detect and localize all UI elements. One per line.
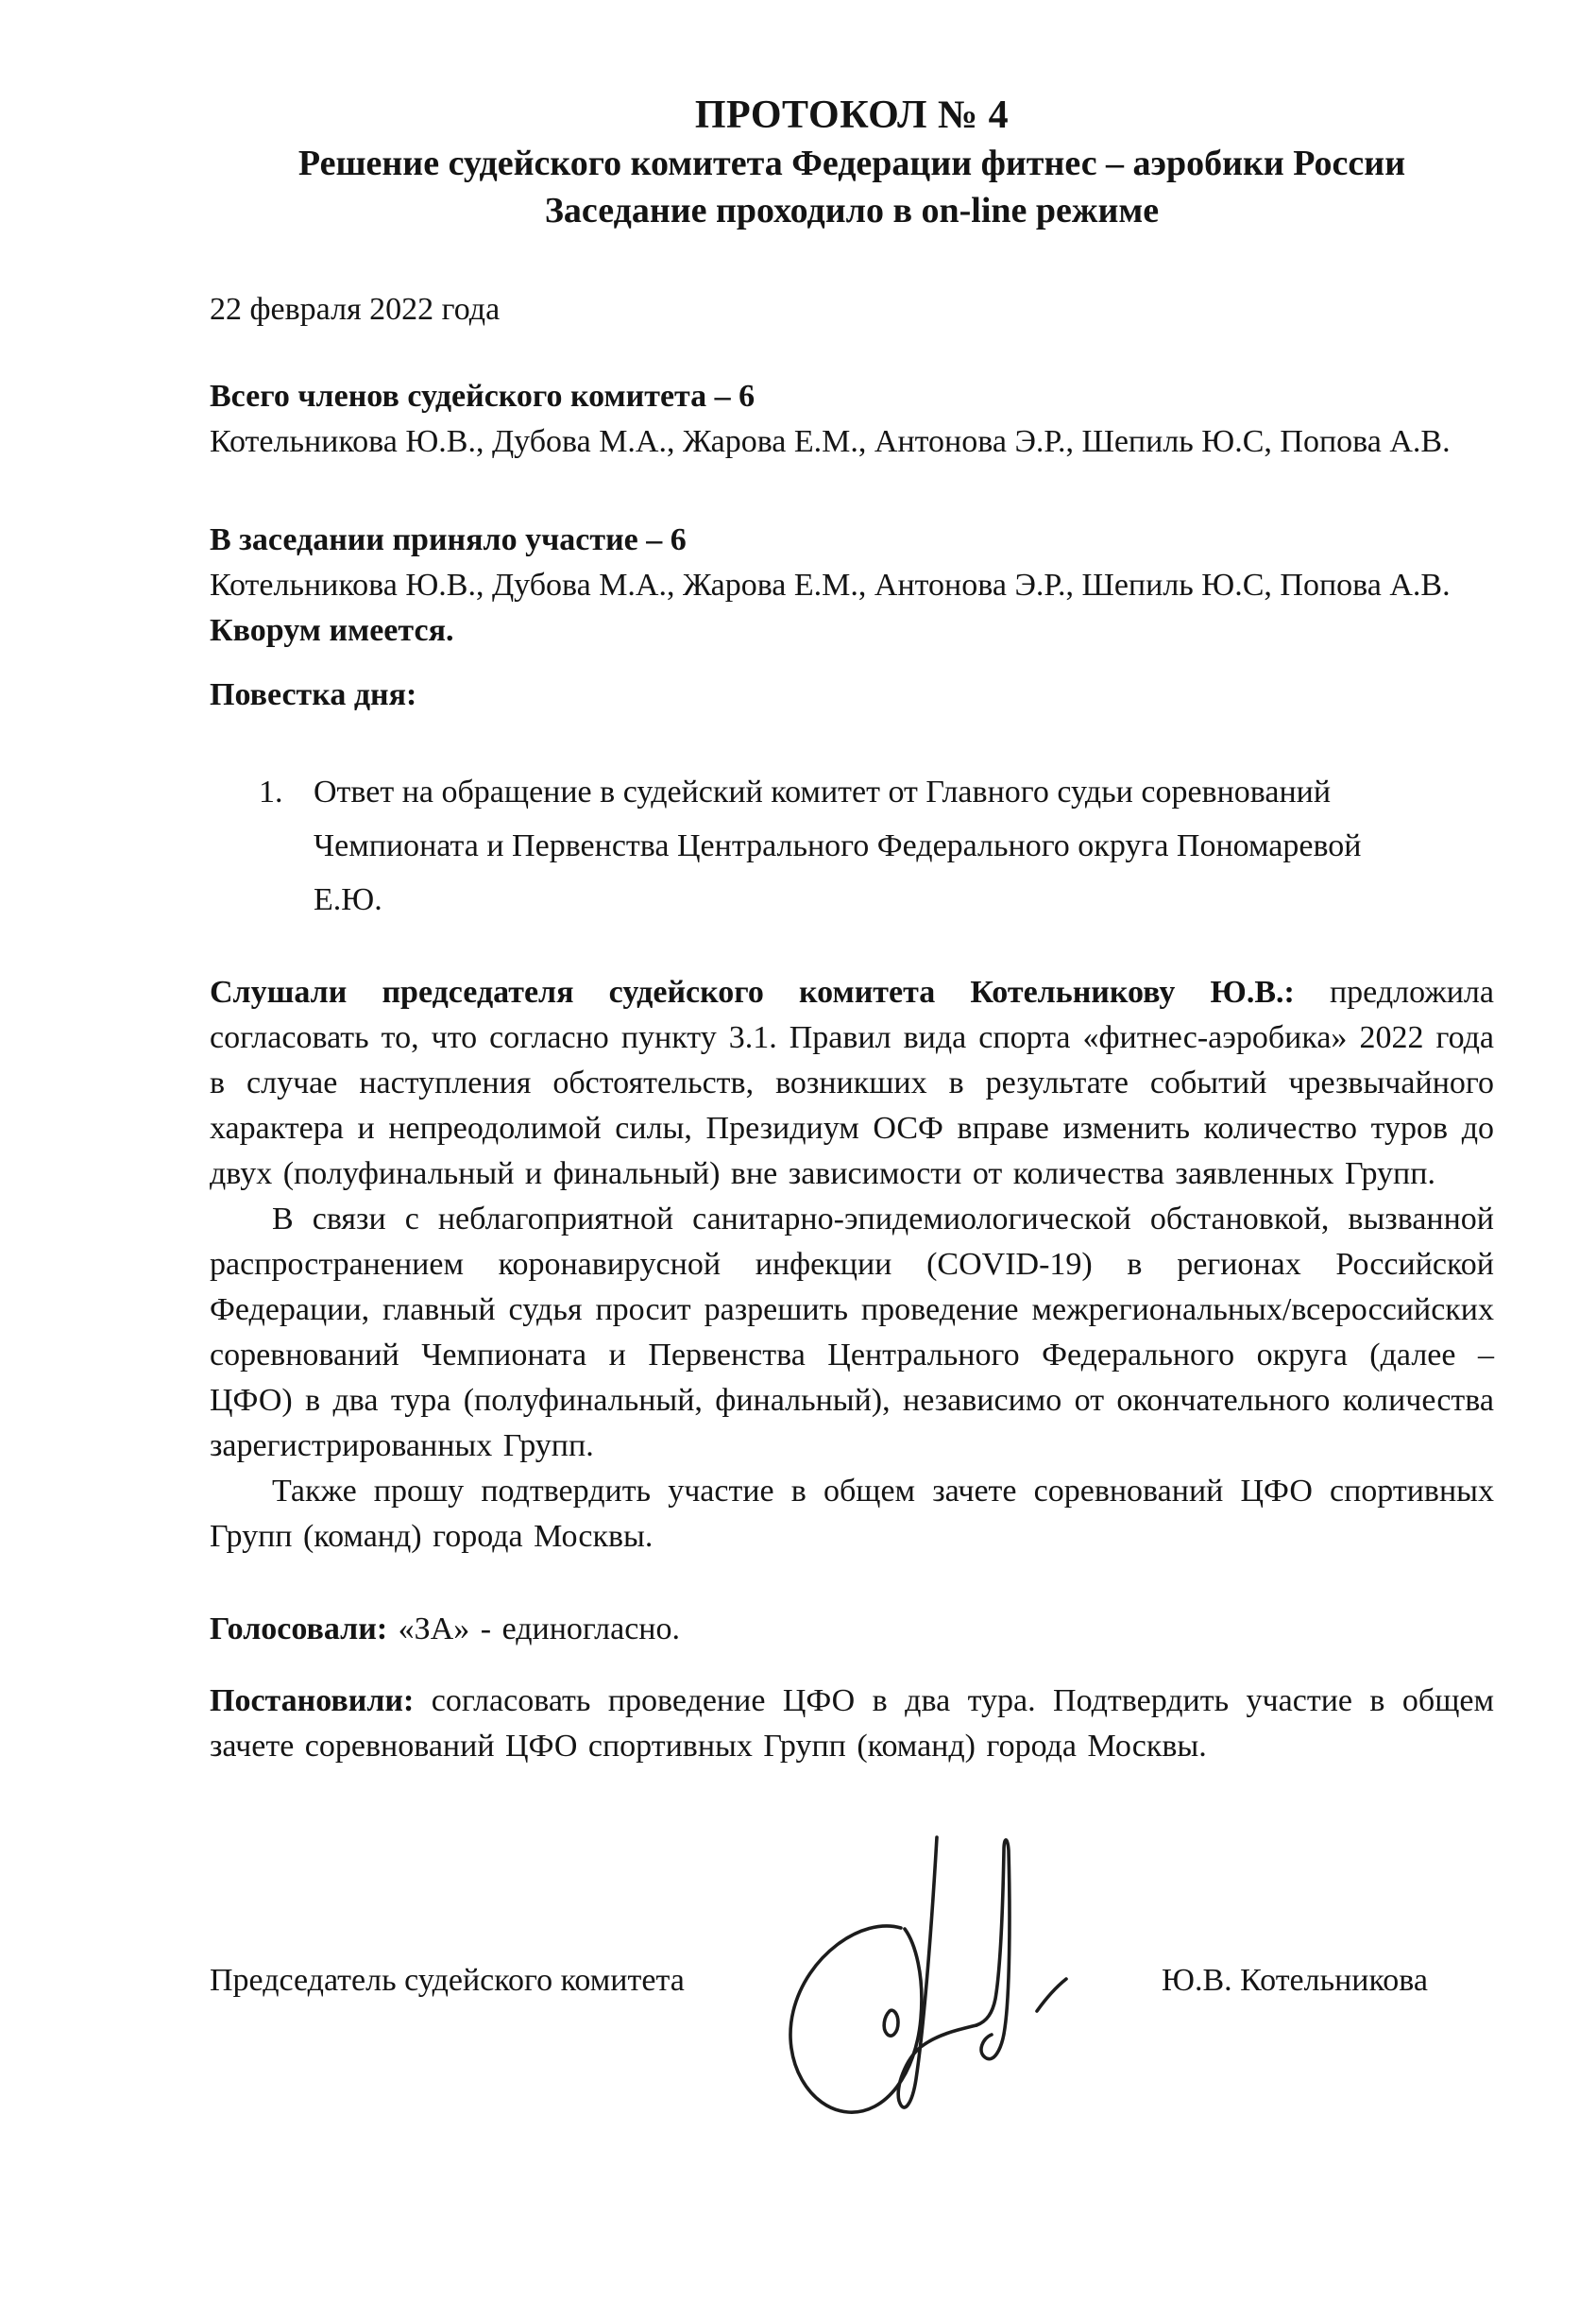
signature-role-label: Председатель судейского комитета [210,1963,685,1998]
voting-line [210,1607,1494,1652]
total-members-heading: Всего членов судейского комитета – 6 [210,379,756,414]
total-members-list: Котельникова Ю.В., Дубова М.А., Жарова Е.М., Антонова Э.Р., Шепиль Ю.С, Попова А.В. [210,424,1451,459]
hearing-paragraph-2: В связи с неблагоприятной санитарно-эпидемиологической обстановкой, вызванной распространением коронавирусной инфекции (COVID-19) в регионах Российской Федерации, главный судья просит разрешить проведение межрегиональных/всероссийских соревнований Чемпионата и Первенства Центрального Федерального округа (далее – ЦФО) в два тура (полуфинальный, финальный), независимо от окончательного количества зарегистрированных Групп. [210,1202,1494,1463]
resolution-lead: Постановили: [210,1683,415,1718]
signature-block [210,1826,1494,2147]
agenda-heading: Повестка дня: [210,677,417,712]
handwritten-signature [767,1826,1078,2138]
signature-name: Ю.В. Котельникова [1162,1963,1428,1998]
agenda-item-text: Ответ на обращение в судейский комитет от Главного судьи соревнований Чемпионата и Первенства Центрального Федерального округа Пономаревой Е.Ю. [314,775,1362,917]
present-members-heading: В заседании приняло участие – 6 [210,522,687,557]
voting-lead: Голосовали: [210,1611,388,1646]
hearing-lead: Слушали председателя судейского комитета Котельникову Ю.В.: [210,975,1295,1010]
agenda-item [210,765,1494,927]
agenda-list [210,765,1494,927]
protocol-title: ПРОТОКОЛ № 4 [694,94,1010,137]
voting-result: «ЗА» - единогласно. [387,1611,680,1646]
hearing-paragraph [210,970,1494,1197]
document-content [210,0,1494,2147]
hearing-lead-rest: предложила согласовать то, что согласно пункту 3.1. Правил вида спорта «фитнес-аэробика» 2022 года в случае наступления обстоятельств, возникших в результате событий чрезвычайного характера и непреодолимой силы, Президиум ОСФ вправе изменить количество туров до двух (полуфинальный и финальный) вне зависимости от количества заявленных Групп. [210,975,1494,1191]
protocol-date: 22 февраля 2022 года [210,292,501,327]
protocol-subtitle-line1: Решение судейского комитета Федерации фитнес – аэробики России [297,144,1406,183]
present-members-list: Котельникова Ю.В., Дубова М.А., Жарова Е.М., Антонова Э.Р., Шепиль Ю.С, Попова А.В. [210,568,1451,603]
protocol-subtitle-line2: Заседание проходило в on-line режиме [544,191,1160,230]
hearing-paragraph-3: Также прошу подтвердить участие в общем зачете соревнований ЦФО спортивных Групп (команд) города Москвы. [210,1474,1494,1554]
resolution-text: согласовать проведение ЦФО в два тура. Подтвердить участие в общем зачете соревнований ЦФО спортивных Групп (команд) города Москвы. [210,1683,1494,1764]
quorum-statement: Кворум имеется. [210,613,454,648]
agenda-item-number: 1. [259,775,283,810]
resolution-paragraph [210,1679,1494,1769]
